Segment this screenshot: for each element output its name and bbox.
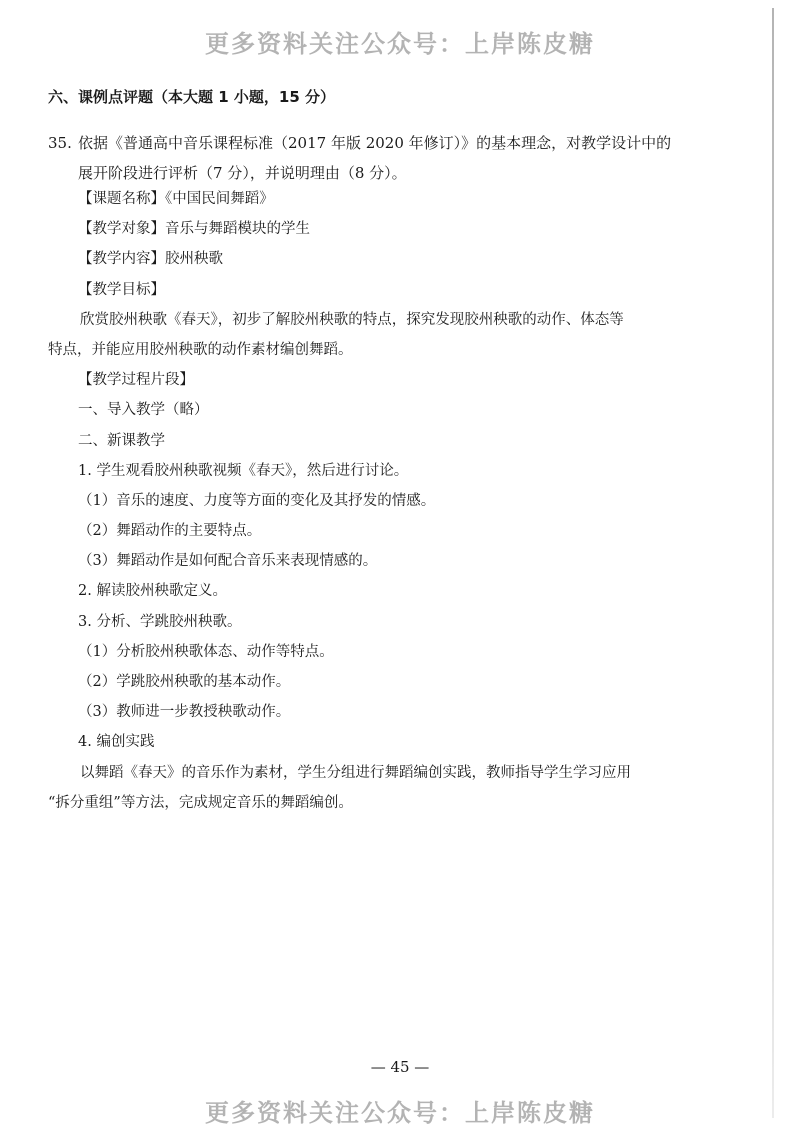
question-line-2: 展开阶段进行评析（7 分），并说明理由（8 分）。 [78,164,407,183]
teaching-design-body [48,184,728,818]
question-text-1: 依据《普通高中音乐课程标准（2017 年版 2020 年修订）》的基本理念，对教学设计中的 [78,134,672,152]
section-heading: 六、课例点评题（本大题 1 小题，15 分） [48,88,335,106]
substep-1-item-1: （1）音乐的速度、力度等方面的变化及其抒发的情感。 [78,492,436,509]
substep-3-item-2: （2）学跳胶州秧歌的基本动作。 [78,674,291,690]
substep-4-text-2: “拆分重组”等方法，完成规定音乐的舞蹈编创。 [48,794,353,811]
substep-1: 1. 学生观看胶州秧歌视频《春天》，然后进行讨论。 [78,462,409,479]
step-new-lesson: 二、新课教学 [78,432,165,449]
scan-edge-shadow [772,8,774,1118]
substep-2: 2. 解读胶州秧歌定义。 [78,583,227,600]
substep-3-item-3: （3）教师进一步教授秧歌动作。 [78,704,291,721]
teaching-goal-text-2: 特点，并能应用胶州秧歌的动作素材编创舞蹈。 [48,341,353,358]
step-intro: 一、导入教学（略） [78,402,209,419]
watermark-bottom: 更多资料关注公众号：上岸陈皮糖 [205,1099,595,1127]
substep-3-item-1: （1）分析胶州秧歌体态、动作等特点。 [78,643,334,660]
page-number: — 45 — [370,1058,430,1076]
question-35 [48,128,728,188]
substep-4: 4. 编创实践 [78,734,155,751]
substep-3: 3. 分析、学跳胶州秧歌。 [78,613,242,630]
topic-name: 【课题名称】《中国民间舞蹈》 [78,191,274,207]
question-line-1 [48,128,728,158]
teaching-audience: 【教学对象】音乐与舞蹈模块的学生 [78,221,310,238]
teaching-content: 【教学内容】胶州秧歌 [78,251,223,268]
teaching-goal-label: 【教学目标】 [78,281,165,298]
substep-1-item-2: （2）舞蹈动作的主要特点。 [78,523,262,540]
substep-1-item-3: （3）舞蹈动作是如何配合音乐来表现情感的。 [78,553,378,570]
process-label: 【教学过程片段】 [78,372,194,389]
watermark-top: 更多资料关注公众号：上岸陈皮糖 [205,30,595,58]
teaching-goal-text-1: 欣赏胶州秧歌《春天》，初步了解胶州秧歌的特点，探究发现胶州秧歌的动作、体态等 [80,311,624,328]
question-number: 35. [48,134,72,152]
substep-4-text-1: 以舞蹈《春天》的音乐作为素材，学生分组进行舞蹈编创实践，教师指导学生学习应用 [80,764,631,781]
